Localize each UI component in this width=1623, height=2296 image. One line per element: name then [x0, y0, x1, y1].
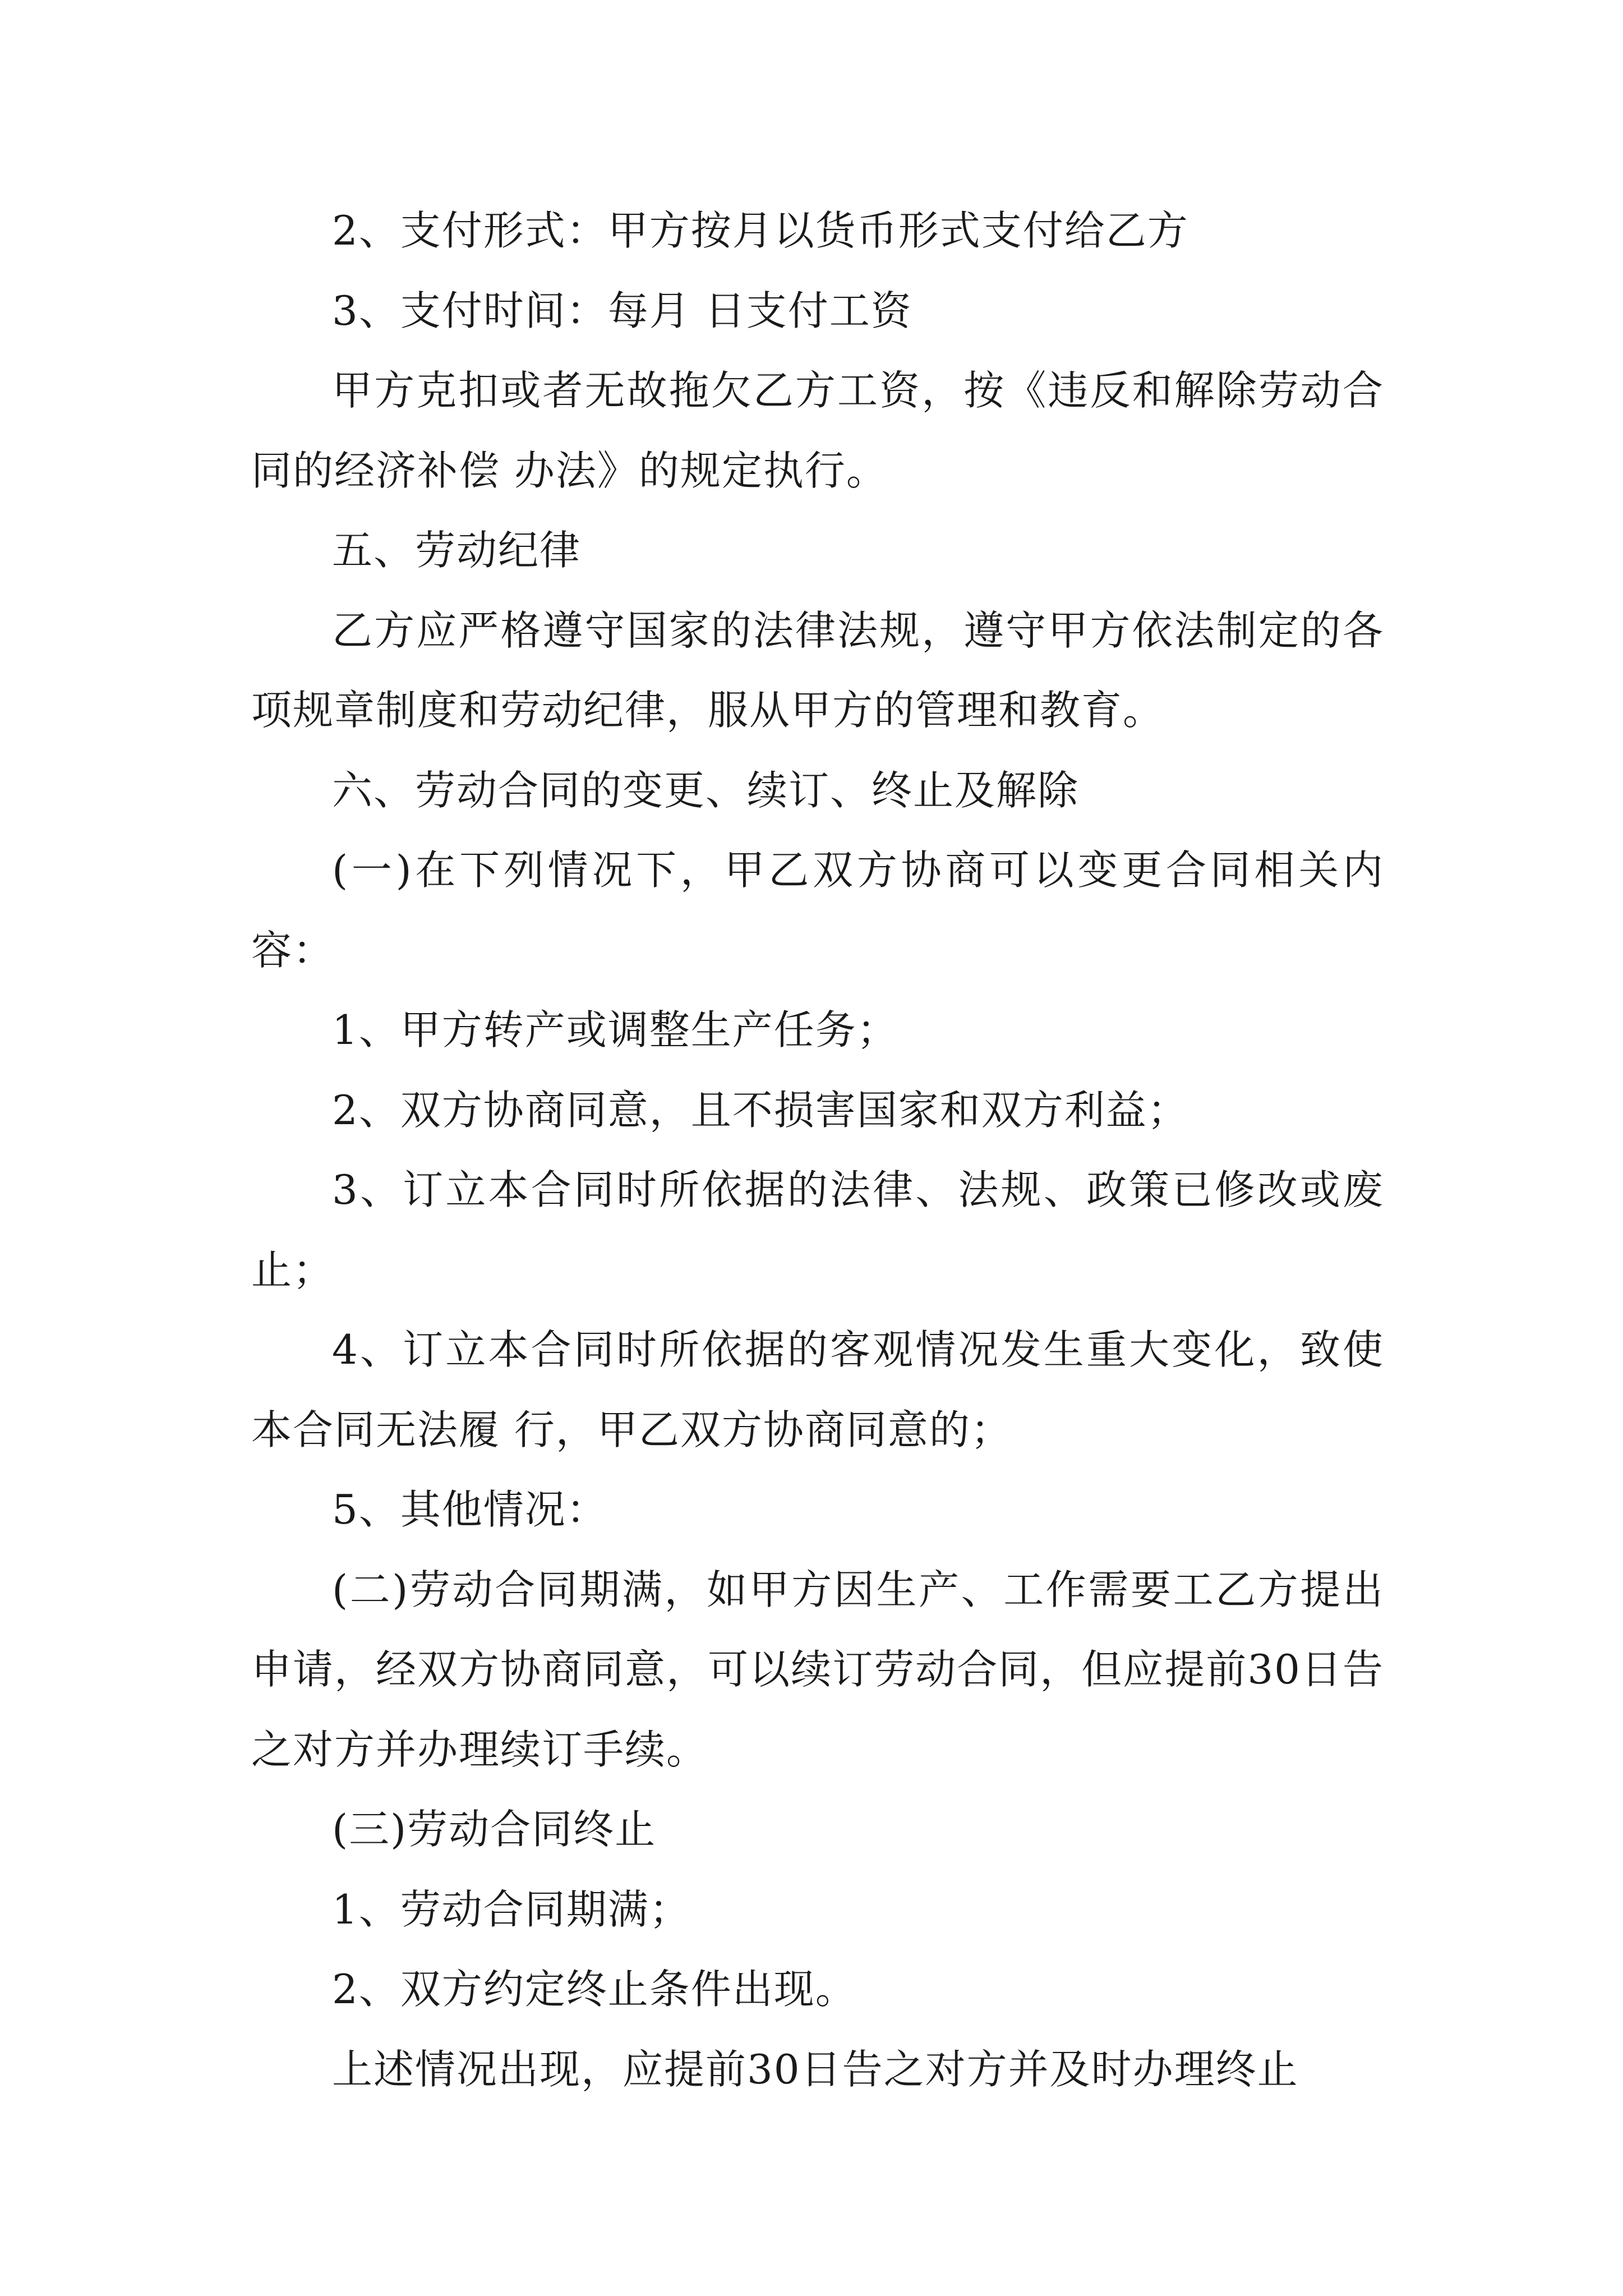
paragraph-payment-form: 2、支付形式：甲方按月以货币形式支付给乙方 [332, 207, 1189, 254]
section-heading-contract-changes: 六、劳动合同的变更、续订、终止及解除 [332, 766, 1080, 814]
paragraph-change-conditions: (一)在下列情况下，甲乙双方协商可以变更合同相关内容： [251, 846, 1384, 974]
list-item-change-3: 3、订立本合同时所依据的法律、法规、政策已修改或废止； [251, 1166, 1384, 1294]
section-heading-labor-discipline: 五、劳动纪律 [332, 527, 582, 574]
list-item-change-4: 4、订立本合同时所依据的客观情况发生重大变化，致使本合同无法履 行，甲乙双方协商同意的； [251, 1326, 1384, 1453]
list-item-change-1: 1、甲方转产或调整生产任务； [332, 1006, 898, 1053]
list-item-termination-1: 1、劳动合同期满； [332, 1885, 691, 1933]
document-body [251, 191, 1384, 2109]
paragraph-contract-renewal: (二)劳动合同期满，如甲方因生产、工作需要工乙方提出申请，经双方协商同意，可以续订劳动合同，但应提前30日告之对方并办理续订手续。 [251, 1566, 1384, 1773]
list-item-change-5: 5、其他情况： [332, 1486, 608, 1533]
paragraph-discipline-rules: 乙方应严格遵守国家的法律法规，遵守甲方依法制定的各项规章制度和劳动纪律，服从甲方的管理和教育。 [251, 606, 1384, 734]
list-item-change-2: 2、双方协商同意，且不损害国家和双方利益； [332, 1086, 1189, 1134]
paragraph-termination-notice: 上述情况出现，应提前30日告之对方并及时办理终止 [332, 2045, 1299, 2093]
paragraph-wage-deduction: 甲方克扣或者无故拖欠乙方工资，按《违反和解除劳动合同的经济补偿 办法》的规定执行。 [251, 367, 1384, 494]
subsection-heading-termination: (三)劳动合同终止 [332, 1806, 657, 1853]
paragraph-payment-time: 3、支付时间：每月 日支付工资 [332, 287, 912, 334]
list-item-termination-2: 2、双方约定终止条件出现。 [332, 1966, 857, 2013]
